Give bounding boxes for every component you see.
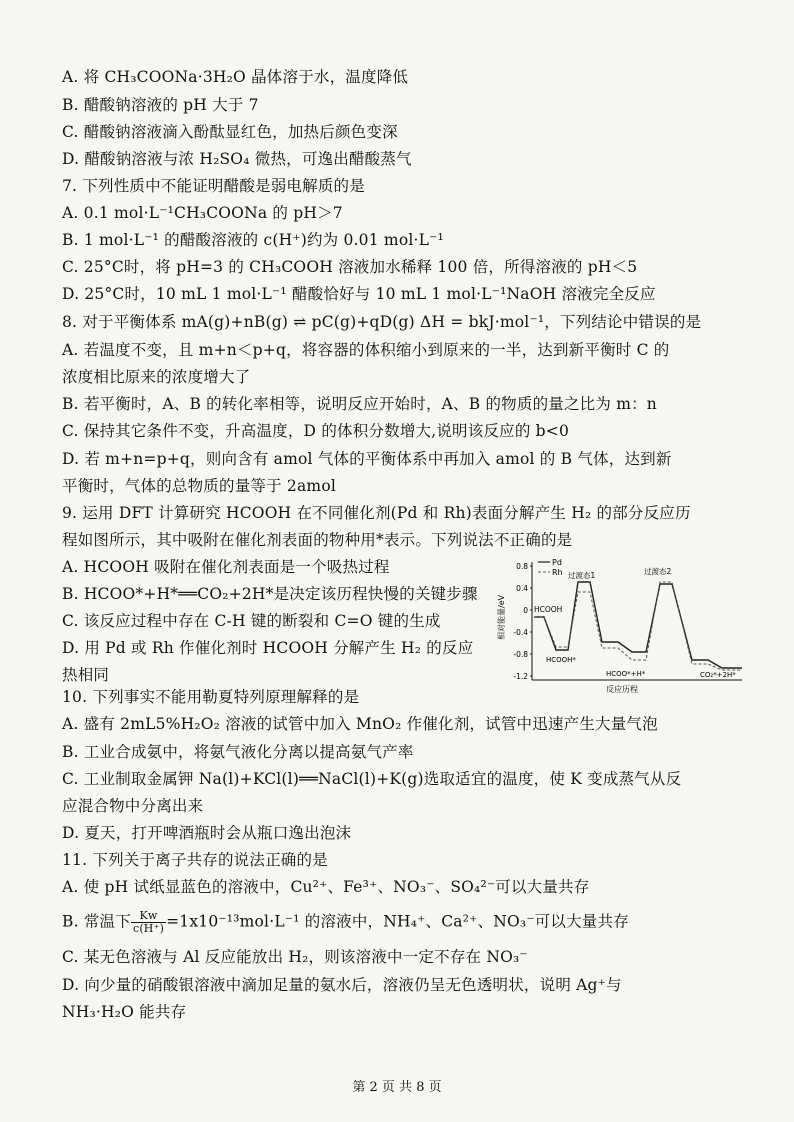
q6-option-a: A. 将 CH₃COONa·3H₂O 晶体溶于水，温度降低: [62, 68, 409, 86]
q11-option-a: A. 使 pH 试纸显蓝色的溶液中，Cu²⁺、Fe³⁺、NO₃⁻、SO₄²⁻可以大量共存: [62, 878, 590, 896]
q6-option-d: D. 醋酸钠溶液与浓 H₂SO₄ 微热，可逸出醋酸蒸气: [62, 150, 412, 168]
q10-option-a: A. 盛有 2mL5%H₂O₂ 溶液的试管中加入 MnO₂ 作催化剂，试管中迅速产生大量气泡: [62, 715, 658, 733]
q10-option-c-line1: C. 工业制取金属钾 Na(l)+KCl(l)══NaCl(l)+K(g)选取适宜的温度，使 K 变成蒸气从反: [62, 770, 682, 788]
q10-option-c-line2: 应混合物中分离出来: [62, 797, 204, 815]
energy-profile-diagram: [494, 552, 746, 694]
label-hcooh-ads: HCOOH*: [546, 656, 576, 664]
kw-fraction: [131, 910, 166, 935]
q6-option-b: B. 醋酸钠溶液的 pH 大于 7: [62, 96, 259, 114]
q8-option-c: C. 保持其它条件不变，升高温度，D 的体积分数增大,说明该反应的 b<0: [62, 422, 570, 440]
label-hcoo-h: HCOO*+H*: [606, 670, 646, 678]
q9-option-d-line2: 热相同: [62, 666, 110, 684]
q9-option-c: C. 该反应过程中存在 C-H 键的断裂和 C=O 键的生成: [62, 612, 441, 630]
q11-option-d-line2: NH₃·H₂O 能共存: [62, 1003, 187, 1021]
question-7: 7. 下列性质中不能证明醋酸是弱电解质的是: [62, 177, 365, 195]
q8-option-a-line2: 浓度相比原来的浓度增大了: [62, 368, 251, 386]
y-tick-label: -0.4: [513, 628, 528, 637]
q10-option-d: D. 夏天，打开啤酒瓶时会从瓶口逸出泡沫: [62, 824, 352, 842]
q6-option-c: C. 醋酸钠溶液滴入酚酞显红色，加热后颜色变深: [62, 123, 398, 141]
y-tick-label: -0.8: [513, 650, 528, 659]
q7-option-c: C. 25°C时，将 pH=3 的 CH₃COOH 溶液加水稀释 100 倍，所得溶液的 pH＜5: [62, 258, 638, 276]
page-footer: 第 2 页 共 8 页: [352, 1080, 442, 1095]
question-9-line1: 9. 运用 DFT 计算研究 HCOOH 在不同催化剂(Pd 和 Rh)表面分解产生 H₂ 的部分反应历: [62, 504, 691, 522]
q7-option-b: B. 1 mol·L⁻¹ 的醋酸溶液的 c(H⁺)约为 0.01 mol·L⁻¹: [62, 231, 444, 249]
q11-option-c: C. 某无色溶液与 Al 反应能放出 H₂，则该溶液中一定不存在 NO₃⁻: [62, 948, 528, 966]
question-9-line2: 程如图所示，其中吸附在催化剂表面的物种用*表示。下列说法不正确的是: [62, 531, 573, 549]
q9-option-b: B. HCOO*+H*══CO₂+2H*是决定该历程快慢的关键步骤: [62, 585, 478, 603]
q8-option-a-line1: A. 若温度不变，且 m+n＜p+q，将容器的体积缩小到原来的一半，达到新平衡时 C 的: [62, 341, 670, 359]
fraction-denominator: c(H⁺): [132, 922, 165, 935]
q8-option-b: B. 若平衡时，A、B 的转化率相等，说明反应开始时，A、B 的物质的量之比为 m：n: [62, 395, 657, 413]
q7-option-a: A. 0.1 mol·L⁻¹CH₃COONa 的 pH＞7: [62, 204, 343, 222]
label-hcooh: HCOOH: [534, 605, 563, 614]
y-tick-label: 0: [523, 606, 528, 615]
x-axis-label: 反应历程: [606, 685, 638, 694]
q11-option-b-rest: =1x10⁻¹³mol·L⁻¹ 的溶液中，NH₄⁺、Ca²⁺、NO₃⁻可以大量共存: [166, 912, 629, 931]
q11-option-b-prefix: B. 常温下: [62, 912, 131, 931]
q9-option-a: A. HCOOH 吸附在催化剂表面是一个吸热过程: [62, 558, 390, 576]
question-8: 8. 对于平衡体系 mA(g)+nB(g) ⇌ pC(g)+qD(g) ΔH = bkJ·mol⁻¹，下列结论中错误的是: [62, 313, 702, 331]
legend-rh: Rh: [552, 568, 563, 577]
label-ts1: 过渡态1: [568, 571, 596, 580]
q10-option-b: B. 工业合成氨中，将氨气液化分离以提高氨气产率: [62, 743, 414, 761]
q11-option-d-line1: D. 向少量的硝酸银溶液中滴加足量的氨水后，溶液仍呈无色透明状，说明 Ag⁺与: [62, 976, 622, 994]
q9-option-d-line1: D. 用 Pd 或 Rh 作催化剂时 HCOOH 分解产生 H₂ 的反应: [62, 639, 474, 657]
q8-option-d-line1: D. 若 m+n=p+q，则向含有 amol 气体的平衡体系中再加入 amol 的 B 气体，达到新: [62, 450, 672, 468]
label-product: CO₂*+2H*: [700, 671, 736, 679]
fraction-numerator: Kw: [131, 910, 166, 923]
question-11: 11. 下列关于离子共存的说法正确的是: [62, 851, 328, 869]
q7-option-d: D. 25°C时，10 mL 1 mol·L⁻¹ 醋酸恰好与 10 mL 1 mol·L⁻¹NaOH 溶液完全反应: [62, 285, 656, 303]
question-10: 10. 下列事实不能用勒夏特列原理解释的是: [62, 688, 360, 706]
y-tick-label: -1.2: [513, 672, 528, 681]
q11-option-b: [62, 910, 742, 935]
legend-pd: Pd: [552, 558, 562, 567]
label-ts2: 过渡态2: [644, 567, 672, 576]
y-tick-label: 0.8: [516, 562, 528, 571]
y-axis-label: 相对能量/eV: [497, 594, 506, 640]
y-tick-label: 0.4: [516, 584, 528, 593]
q8-option-d-line2: 平衡时，气体的总物质的量等于 2amol: [62, 477, 337, 495]
